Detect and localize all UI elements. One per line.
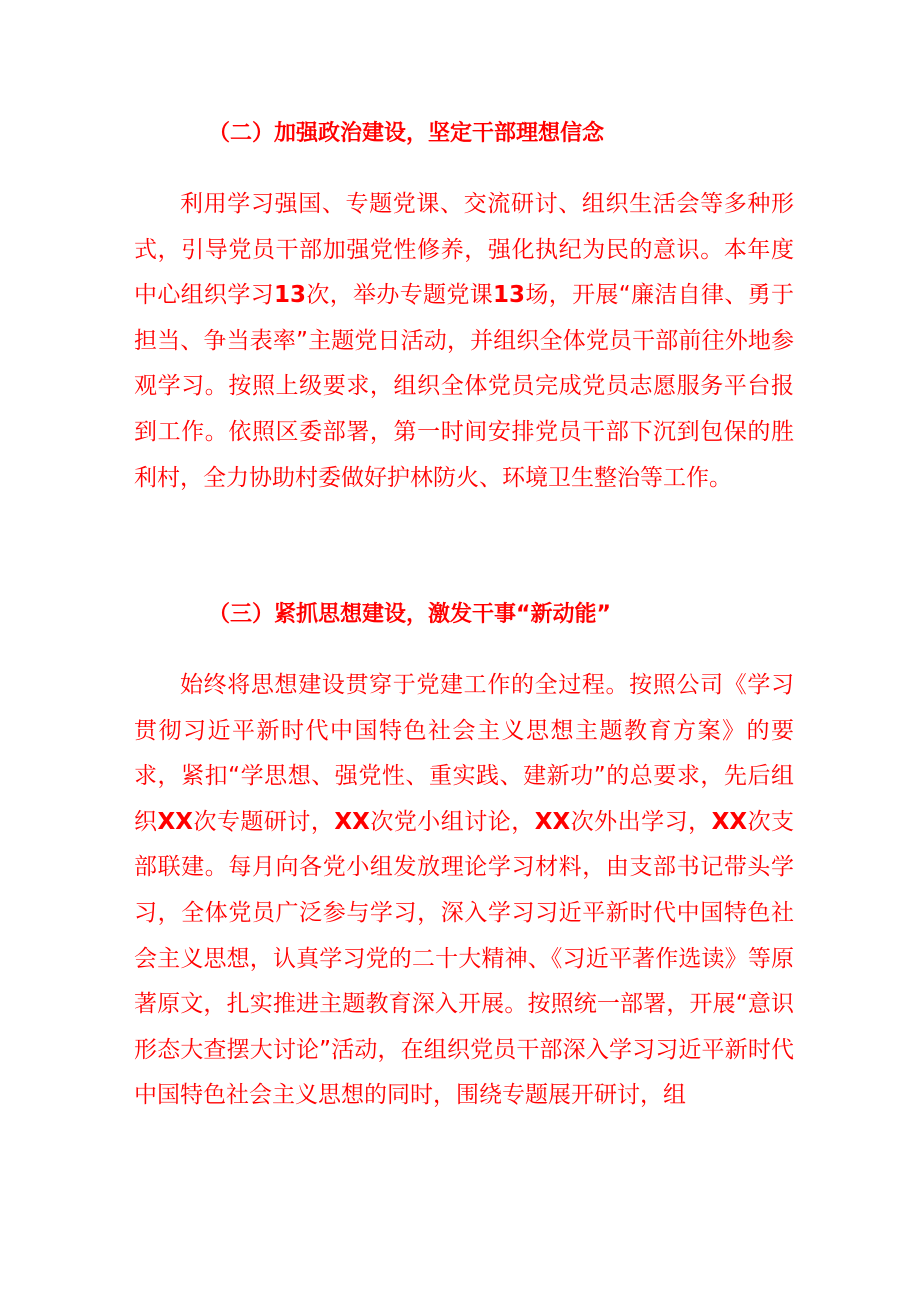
body-text: 次党小组讨论，: [369, 808, 535, 835]
count-value: 13: [493, 282, 526, 309]
placeholder-count: XX: [334, 808, 370, 835]
count-value: 13: [274, 282, 307, 309]
placeholder-count: XX: [711, 808, 748, 835]
body-text: 始终将思想建设贯穿于党建工作的全过程。按照公司《学习贯彻习近平新时代中国特色社会主义思想主题教育方案》的要求，紧扣“学思想、强党性、重实践、建新功”的总要求，先后组织: [134, 672, 794, 835]
body-text: 次外出学习，: [570, 808, 712, 835]
section-heading-2: （二）加强政治建设，坚定干部理想信念: [208, 121, 605, 146]
section-heading-3: （三）紧抓思想建设，激发干事“新动能”: [208, 602, 611, 627]
body-text: 场，开展“廉洁自律、勇于担当、争当表率”主题党日活动，并组织全体党员干部前往外地参观学习。按照上级要求，组织全体党员完成党员志愿服务平台报到工作。依照区委部署，第一时间安排党员干部下沉到包保的胜利村，全力协助村委做好护林防火、环境卫生整治等工作。: [134, 282, 794, 491]
body-text: 次专题研讨，: [192, 808, 335, 835]
placeholder-count: XX: [534, 808, 571, 835]
body-text: 次，举办专题党课: [306, 282, 494, 309]
placeholder-count: XX: [157, 808, 193, 835]
section-body-2: [134, 182, 794, 501]
body-text: 利用学习强国、专题党课、交流研讨、组织生活会等多种形式，引导党员干部加强党性修养，强化执纪为民的意识。本年度中心组织学习: [134, 191, 794, 309]
section-body-3: [134, 663, 794, 1119]
body-text: 次支部联建。每月向各党小组发放理论学习材料，由支部书记带头学习，全体党员广泛参与学习，深入学习习近平新时代中国特色社会主义思想，认真学习党的二十大精神、《习近平著作选读》等原著原文，扎实推进主题教育深入开展。按照统一部署，开展“意识形态大查摆大讨论”活动，在组织党员干部深入学习习近平新时代中国特色社会主义思想的同时，围绕专题展开研讨，组: [134, 808, 795, 1109]
